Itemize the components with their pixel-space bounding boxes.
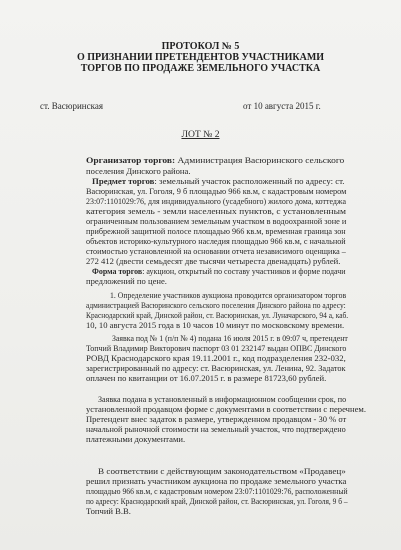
body-line-run: Заявка подана в установленный в информационном сообщении срок, по xyxy=(98,394,347,404)
body-line xyxy=(86,353,346,363)
lot-number xyxy=(0,129,401,140)
body-line xyxy=(86,404,366,414)
body-line xyxy=(86,186,346,196)
body-line xyxy=(86,310,348,320)
body-line xyxy=(86,226,346,236)
body-line-run: платежными документами. xyxy=(86,434,186,444)
body-line-run: по адресу: Краснодарский край, Динской район, ст. Васюринская, ул. Гоголя, 9 б – xyxy=(86,496,348,506)
body-line-run: прибрежной защитной полосе площадью 966 кв.м, временная граница зон xyxy=(86,226,346,236)
body-line xyxy=(92,176,344,186)
body-line xyxy=(86,155,344,165)
body-line xyxy=(86,486,348,496)
body-line-run: Васюринская, ул. Гоголя, 9 б площадью 966 кв.м, с кадастровым номером xyxy=(86,186,347,196)
body-line-run: : земельный участок расположенный по адресу: ст. xyxy=(154,176,345,186)
body-line xyxy=(86,236,346,246)
body-line-run: Топчий В.В. xyxy=(86,506,131,516)
body-line-run: 1. Определение участников аукциона проводится организатором торгов xyxy=(110,290,347,300)
body-line-run: Администрация Васюринского сельского xyxy=(175,155,345,165)
body-line-run: Краснодарский край, Динской район, ст. Васюринская, ул. Луначарского, 94 а, каб. xyxy=(86,310,349,320)
body-line xyxy=(86,216,346,226)
body-line xyxy=(98,394,346,404)
body-line-run: 23:07:1101029:76, для индивидуального (усадебного) жилого дома, коттеджа xyxy=(86,196,346,206)
body-line-bold-run: Организатор торгов: xyxy=(86,155,176,165)
body-line xyxy=(86,373,326,383)
body-line-run: решил признать участником аукциона по продаже земельного участка xyxy=(86,476,347,486)
body-line-run: оплачен по квитанции от 16.07.2015 г. в размере 81723,60 рублей. xyxy=(86,373,327,383)
body-line xyxy=(86,496,348,506)
body-line xyxy=(86,256,340,266)
body-line xyxy=(86,424,346,434)
body-line xyxy=(86,300,346,310)
body-line-run: ограниченным пользованием земельным участком в водоохранной зоне и xyxy=(86,216,347,226)
body-line xyxy=(86,246,346,256)
body-line-run: площадью 966 кв.м, с кадастровым номером 23:07:1101029:76, расположенный xyxy=(86,486,348,496)
protocol-title: ПРОТОКОЛ № 5 xyxy=(161,41,240,52)
body-line-run: Претендент внес задаток в размере, утвержденном продавцом - 30 % от xyxy=(86,414,347,424)
body-line xyxy=(86,343,346,353)
protocol-subtitle-1: О ПРИЗНАНИИ ПРЕТЕНДЕНТОВ УЧАСТНИКАМИ xyxy=(76,52,325,63)
body-line-run: 272 412 (двести семьдесят две тысячи четыреста двенадцать) рублей. xyxy=(86,256,341,266)
body-line-run: начальной рыночной стоимости на земельный участок, что подтверждено xyxy=(86,424,346,434)
body-line-bold-run: Предмет торгов xyxy=(92,176,155,186)
body-line xyxy=(86,363,346,373)
body-line xyxy=(92,266,346,276)
body-line-run: установленной продавцом форме с документами в соответствии с перечнем. xyxy=(86,404,367,414)
body-line xyxy=(86,320,344,330)
body-line-run: стоимостью установленной на основании отчета независимого оценщика – xyxy=(86,246,346,256)
body-line-bold-run: Форма торгов xyxy=(92,266,143,276)
body-line xyxy=(86,434,185,444)
body-line-run: поселения Динского района. xyxy=(86,166,191,176)
body-line-run: : аукцион, открытый по составу участников и форме подачи xyxy=(142,266,346,276)
body-line xyxy=(110,290,346,300)
body-line xyxy=(98,466,346,476)
body-line xyxy=(86,206,346,216)
body-line xyxy=(86,476,346,486)
body-line-run: В соответствии с действующим законодательством «Продавец» xyxy=(98,466,346,476)
body-line-run: предложений по цене. xyxy=(86,276,167,286)
body-line-run: администрацией Васюринского сельского поселения Динского района по адресу: xyxy=(86,300,346,310)
lot-number-text: ЛОТ № 2 xyxy=(181,129,220,140)
place-label: ст. Васюринская xyxy=(40,101,103,111)
body-line-run: категория земель - земли населенных пунктов, с установленным xyxy=(86,206,346,216)
body-line-run: зарегистрированный по адресу: ст. Васюринская, ул. Ленина, 92. Задаток xyxy=(86,363,346,373)
body-line-run: 10, 10 августа 2015 года в 10 часов 10 минут по московскому времени. xyxy=(86,320,345,330)
body-line xyxy=(86,414,346,424)
body-line xyxy=(86,276,167,286)
body-line xyxy=(86,166,190,176)
body-line-run: РОВД Краснодарского края 19.11.2001 г., код подразделения 232-032, xyxy=(86,353,346,363)
body-line xyxy=(86,506,131,516)
body-line-run: объектов историко-культурного наследия площадью 966 кв.м, с начальной xyxy=(86,236,346,246)
body-line xyxy=(112,333,348,343)
body-line xyxy=(86,196,346,206)
body-line-run: Заявка под № 1 (п/п № 4) подана 16 июля 2015 г. в 09:07 ч, претендент xyxy=(112,333,348,343)
body-line-run: Топчий Владимир Викторович паспорт 03 01 232147 выдан ОПВС Динского xyxy=(86,343,347,353)
protocol-subtitle-2: ТОРГОВ ПО ПРОДАЖЕ ЗЕМЕЛЬНОГО УЧАСТКА xyxy=(80,63,321,74)
date-label: от 10 августа 2015 г. xyxy=(243,101,321,111)
